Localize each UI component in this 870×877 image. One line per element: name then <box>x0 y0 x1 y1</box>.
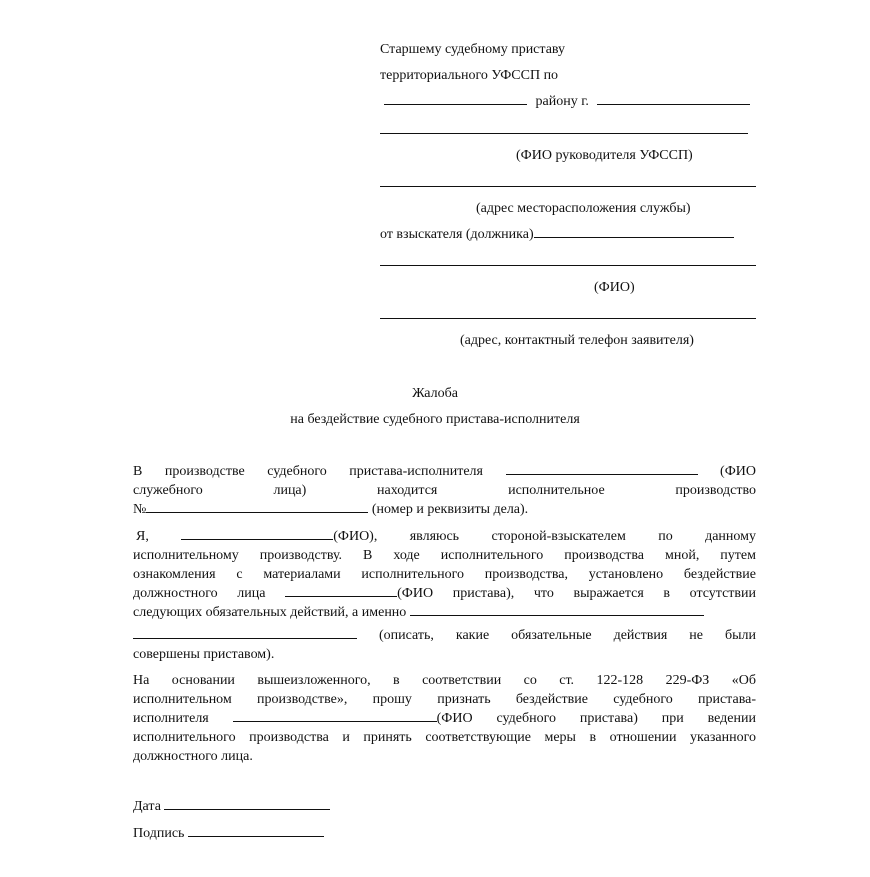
para4-line-1: На основании вышеизложенного, в соответствии со ст. 122-128 229-ФЗ «Об <box>133 673 756 688</box>
date-blank[interactable] <box>164 808 330 810</box>
document-subtitle: на бездействие судебного пристава-исполнителя <box>290 412 580 427</box>
para2-line-1: Я, (ФИО), являюсь стороной-взыскателем по данному <box>136 529 757 544</box>
from-label: от взыскателя (должника) <box>380 227 534 242</box>
para2-line-2: исполнительному производству. В ходе исполнительного производства мной, путем <box>133 548 756 563</box>
addressee-line-1: Старшему судебному приставу <box>380 42 566 57</box>
para1-line-3: № (номер и реквизиты дела). <box>133 502 529 517</box>
para1-line-2: служебного лица) находится исполнительное производство <box>133 483 756 498</box>
bailiff-name-blank[interactable] <box>506 473 698 475</box>
para4-line-4: исполнительного производства и принять соответствующие меры в отношении указанного <box>133 730 756 745</box>
missing-actions-blank[interactable] <box>410 614 704 616</box>
para3-line-1: (описать, какие обязательные действия не были <box>133 626 756 645</box>
para2-line-4: должностного лица (ФИО пристава), что выражается в отсутствии <box>133 586 757 601</box>
paragraph-2 <box>133 527 756 622</box>
paragraph-1 <box>133 462 756 519</box>
claimant-fio-blank[interactable] <box>380 265 756 266</box>
claimant-blank[interactable] <box>534 236 734 238</box>
bailiff-fio-blank[interactable] <box>233 720 437 722</box>
from-line <box>380 225 734 244</box>
claimant-fio-caption: (ФИО) <box>594 280 635 295</box>
district-label: району г. <box>535 94 589 109</box>
para3-line-2: совершены приставом). <box>133 647 275 662</box>
signature-line <box>133 824 324 843</box>
para4-line-3: исполнителя (ФИО судебного пристава) при ведении <box>133 711 756 726</box>
para4-line-5: должностного лица. <box>133 749 253 764</box>
head-name-blank[interactable] <box>380 133 748 134</box>
date-line <box>133 797 330 816</box>
paragraph-4 <box>133 671 756 766</box>
official-fio-blank[interactable] <box>285 595 397 597</box>
actions-description-blank[interactable] <box>133 637 357 639</box>
para2-line-5: следующих обязательных действий, а именно <box>133 603 756 622</box>
addressee-line-3 <box>384 92 750 111</box>
city-blank[interactable] <box>597 103 750 105</box>
para1-line-1: В производстве судебного пристава-исполнителя (ФИО <box>133 464 756 479</box>
date-label: Дата <box>133 799 161 814</box>
para2-line-3: ознакомления с материалами исполнительного производства, установлено бездействие <box>133 567 756 582</box>
signature-blank[interactable] <box>188 835 324 837</box>
service-address-blank[interactable] <box>380 186 756 187</box>
document-title: Жалоба <box>412 386 458 401</box>
head-name-caption: (ФИО руководителя УФССП) <box>516 148 693 163</box>
district-blank[interactable] <box>384 103 527 105</box>
case-number-blank[interactable] <box>146 511 368 513</box>
para4-line-2: исполнительном производстве», прошу признать бездействие судебного пристава- <box>133 692 756 707</box>
service-address-caption: (адрес месторасположения службы) <box>476 201 691 216</box>
claimant-contact-caption: (адрес, контактный телефон заявителя) <box>460 333 694 348</box>
signature-label: Подпись <box>133 826 185 841</box>
claimant-contact-blank[interactable] <box>380 318 756 319</box>
paragraph-3 <box>133 626 756 664</box>
addressee-line-2: территориального УФССП по <box>380 68 559 83</box>
applicant-fio-blank[interactable] <box>181 538 333 540</box>
